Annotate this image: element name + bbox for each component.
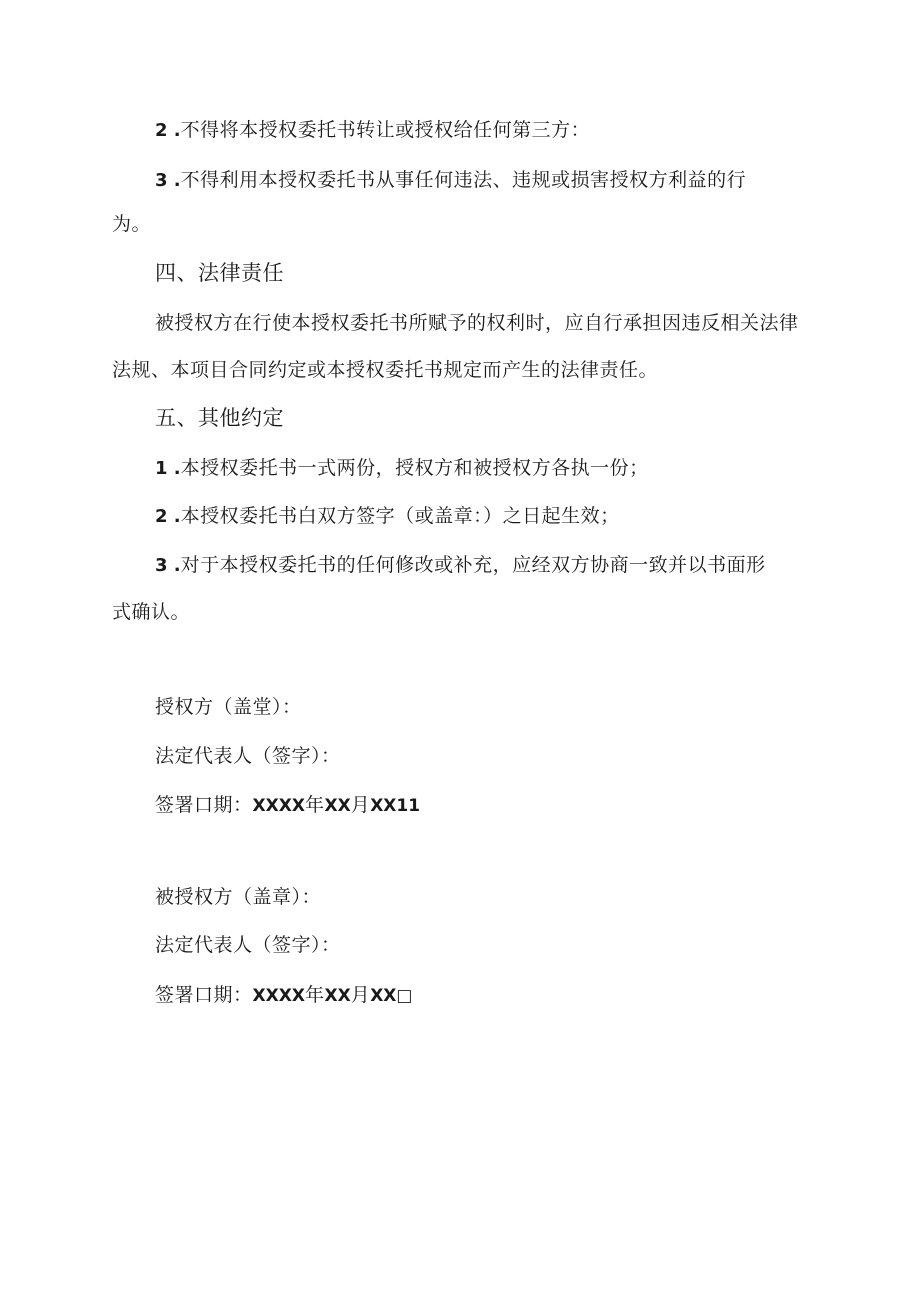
section-heading: 五、其他约定 [155,406,284,430]
year-char: 年 [304,794,325,816]
list-item [155,552,766,579]
item-text: 不得将本授权委托书转让或授权给任何第三方： [180,119,591,141]
item-dot: . [167,170,181,191]
date-day: XX11 [370,796,421,816]
item-number: 3 [155,555,168,576]
item-number: 3 [155,170,168,191]
month-char: 月 [350,984,371,1006]
paragraph-line: 被授权方在行使本授权委托书所赋予的权利时，应自行承担因违反相关法律 [155,312,799,334]
list-item [155,167,746,194]
date-month: XX [324,796,351,816]
item-text-continuation: 式确认。 [112,601,191,623]
item-text: 对于本授权委托书的任何修改或补充，应经双方协商一致并以书面形 [180,554,766,576]
date-day: XX□ [370,986,413,1006]
year-char: 年 [304,984,325,1006]
item-text: 不得利用本授权委托书从事任何违法、违规或损害授权方利益的行 [180,169,747,191]
item-text: 本授权委托书一式两份，授权方和被授权方各执一份； [180,457,649,479]
item-dot: . [167,120,181,141]
grantee-rep-label: 法定代表人（签字）： [155,934,341,956]
item-number: 1 [155,458,168,479]
date-prefix: 签署口期： [155,794,253,816]
date-month: XX [324,986,351,1006]
date-year: XXXX [252,796,305,816]
month-char: 月 [350,794,371,816]
item-number: 2 [155,120,168,141]
item-dot: . [167,555,181,576]
item-dot: . [167,458,181,479]
grantor-rep-label: 法定代表人（签字）： [155,745,341,767]
item-text: 本授权委托书白双方签字（或盖章：）之日起生效； [180,505,620,527]
date-year: XXXX [252,986,305,1006]
item-dot: . [167,506,181,527]
list-item [155,503,620,530]
grantor-seal-label: 授权方（盖堂）： [155,696,302,718]
paragraph-line: 法规、本项目合同约定或本授权委托书规定而产生的法律责任。 [112,359,659,381]
item-text-continuation: 为。 [112,213,152,235]
grantor-date [155,792,420,819]
item-number: 2 [155,506,168,527]
grantee-seal-label: 被授权方（盖章）： [155,886,322,908]
list-item [155,117,590,144]
date-prefix: 签署口期： [155,984,253,1006]
list-item [155,455,649,482]
section-heading: 四、法律责任 [155,261,284,285]
grantee-date [155,982,412,1009]
